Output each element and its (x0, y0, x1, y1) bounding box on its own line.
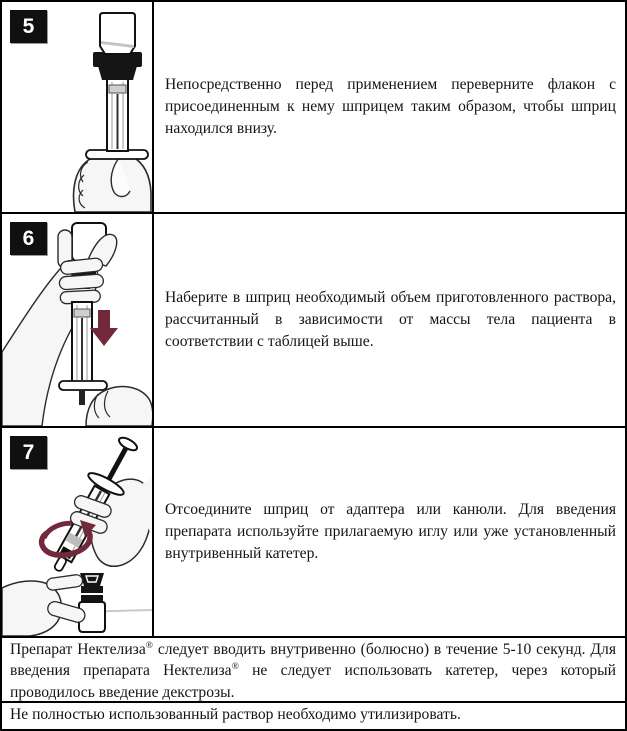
step6-text-cell (154, 214, 625, 426)
step7-illustration-cell (2, 428, 154, 636)
step5-text-cell (154, 2, 625, 212)
step-number-badge: 7 (10, 436, 47, 469)
syringe-flange (59, 381, 107, 390)
step-row-7 (2, 428, 625, 638)
registered-trademark-icon: ® (145, 640, 153, 651)
utilize-instruction-text: Не полностью использованный раствор необходимо утилизировать. (10, 706, 461, 723)
bolus-note-row (2, 638, 625, 703)
registered-trademark-icon: ® (231, 662, 239, 673)
step5-instruction-text: Непосредственно перед применением переверните флакон с присоединенным к нему шприцем таким образом, чтобы шприц находился внизу. (165, 76, 616, 137)
step-row-6 (2, 214, 625, 428)
step-row-5 (2, 2, 625, 214)
bolus-instruction-text (10, 639, 616, 703)
step6-instruction-text: Наберите в шприц необходимый объем приготовленного раствора, рассчитанный в зависимости от массы тела пациента в соответствии с таблицей выше. (165, 289, 616, 350)
step-number-badge: 6 (10, 222, 47, 255)
utilize-note-row (2, 703, 625, 729)
vial-inverted (100, 13, 135, 54)
down-arrow-icon (90, 310, 118, 346)
step5-illustration-cell (2, 2, 154, 212)
step6-illustration-cell (2, 214, 154, 426)
step7-text-cell (154, 428, 625, 636)
bolus-part3: не следует использовать катетер, через который проводилось введение декстрозы. (10, 662, 616, 701)
step-number-badge: 5 (10, 10, 47, 43)
bolus-part2: следует вводить внутривенно (болюсно) в течение 5-10 секунд. Для введения препарата Нектелиза (10, 641, 616, 680)
step7-instruction-text: Отсоедините шприц от адаптера или канюли. Для введения препарата используйте прилагаемую иглу или уже установленный внутривенный катетер. (165, 501, 616, 562)
bolus-part1: Препарат Нектелиза (10, 641, 146, 658)
